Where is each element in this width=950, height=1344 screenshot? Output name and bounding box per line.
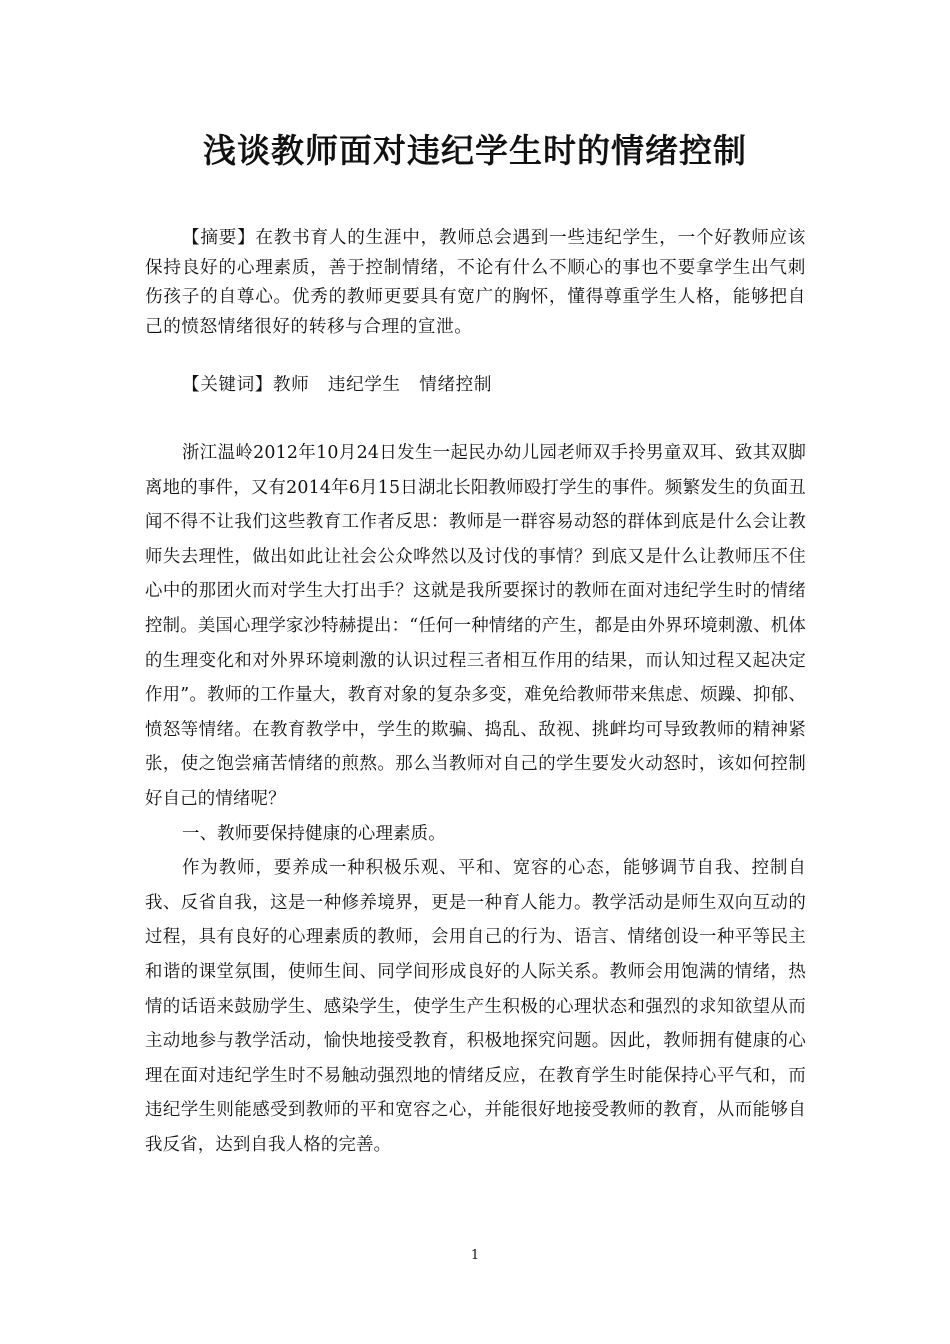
section-heading: 一、教师要保持健康的心理素质。 bbox=[182, 823, 446, 844]
keywords-line: 【关键词】教师 违纪学生 情绪控制 bbox=[182, 375, 493, 395]
body-text bbox=[145, 436, 806, 1162]
abstract-paragraph: 【摘要】在教书育人的生涯中，教师总会遇到一些违纪学生，一个好教师应该保持良好的心理素质，善于控制情绪，不论有什么不顺心的事也不要拿学生出气刺伤孩子的自尊心。优秀的教师更要具有宽广的胸怀，懂得尊重学生人格，能够把自己的愤怒情绪很好的转移与合理的宣泄。 bbox=[145, 228, 806, 337]
body-paragraph: 浙江温岭2012年10月24日发生一起民办幼儿园老师双手拎男童双耳、致其双脚离地的事件，又有2014年6月15日湖北长阳教师殴打学生的事件。频繁发生的负面丑闻不得不让我们这些教育工作者反思：教师是一群容易动怒的群体到底是什么会让教师失去理性，做出如此让社会公众哗然以及讨伐的事情？到底又是什么让教师压不住心中的那团火而对学生大打出手？这就是我所要探讨的教师在面对违纪学生时的情绪控制。美国心理学家沙特赫提出：“任何一种情绪的产生，都是由外界环境刺激、机体的生理变化和对外界环境刺激的认识过程三者相互作用的结果，而认知过程又起决定作用”。教师的工作量大，教育对象的复杂多变，难免给教师带来焦虑、烦躁、抑郁、愤怒等情绪。在教育教学中，学生的欺骗、捣乱、敌视、挑衅均可导致教师的精神紧张，使之饱尝痛苦情绪的煎熬。那么当教师对自己的学生要发火动怒时，该如何控制好自己的情绪呢？ bbox=[145, 443, 806, 809]
body-paragraph: 作为教师，要养成一种积极乐观、平和、宽容的心态，能够调节自我、控制自我、反省自我，这是一种修养境界，更是一种育人能力。教学活动是师生双向互动的过程，具有良好的心理素质的教师，会用自己的行为、语言、情绪创设一种平等民主和谐的课堂氛围，使师生间、同学间形成良好的人际关系。教师会用饱满的情绪，热情的话语来鼓励学生、感染学生，使学生产生积极的心理状态和强烈的求知欲望从而主动地参与教学活动，愉快地接受教育，积极地探究问题。因此，教师拥有健康的心理在面对违纪学生时不易触动强烈地的情绪反应，在教育学生时能保持心平气和，而违纪学生则能感受到教师的平和宽容之心，并能很好地接受教师的教育，从而能够自我反省，达到自我人格的完善。 bbox=[145, 858, 806, 1155]
page-number: 1 bbox=[470, 1248, 480, 1263]
document-title: 浅谈教师面对违纪学生时的情绪控制 bbox=[203, 131, 747, 170]
